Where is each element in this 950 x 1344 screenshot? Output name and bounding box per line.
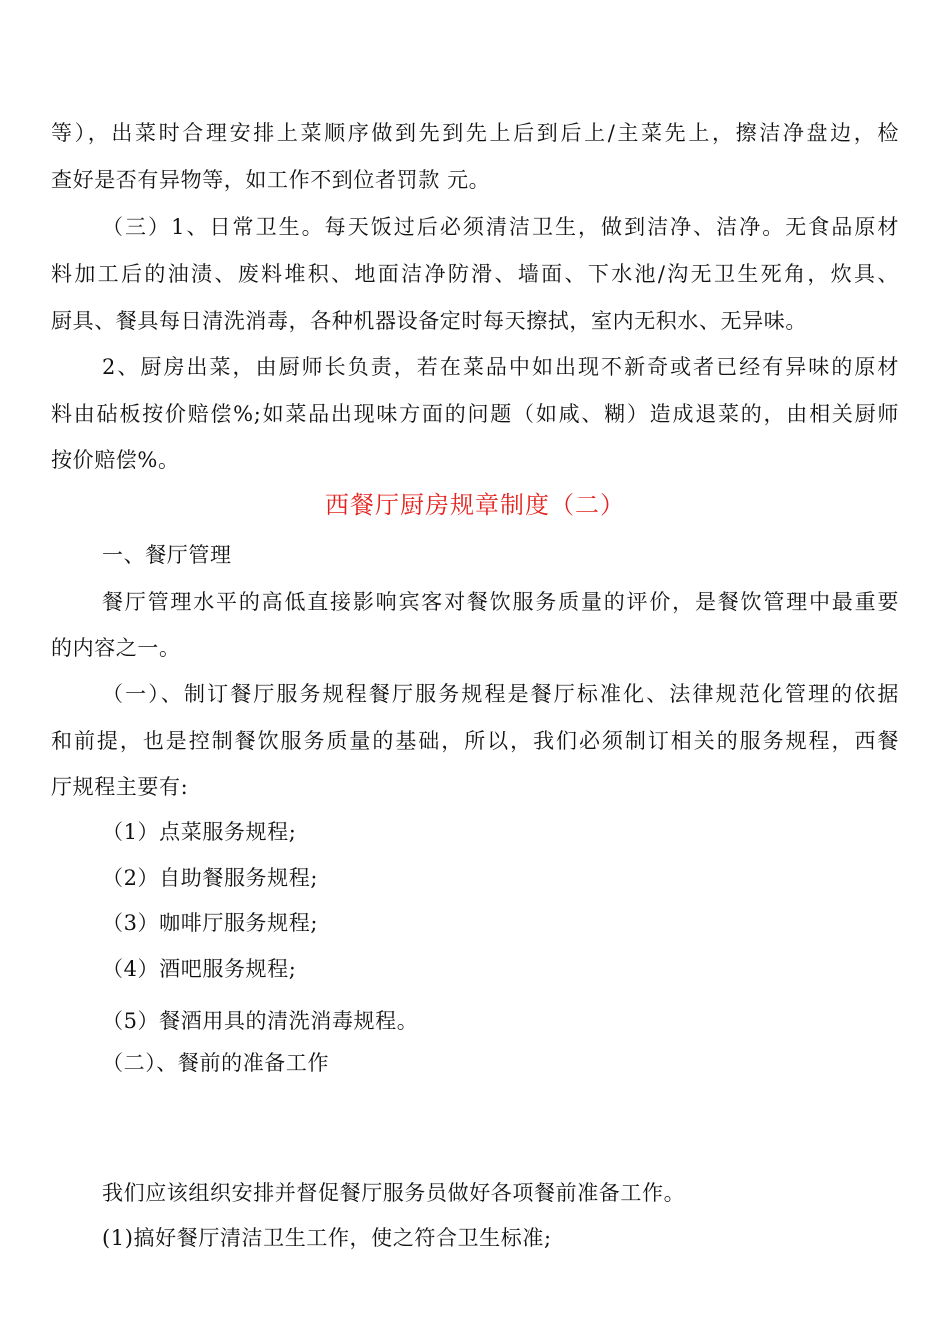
paragraph-line: 料由砧板按价赔偿%;如菜品出现味方面的问题（如咸、糊）造成退菜的，由相关厨师 [51, 402, 899, 426]
list-item: (1)搞好餐厅清洁卫生工作，使之符合卫生标准; [102, 1226, 552, 1250]
paragraph-line: 厨具、餐具每日清洗消毒，各种机器设备定时每天擦拭，室内无积水、无异味。 [51, 309, 807, 333]
paragraph-line: 我们应该组织安排并督促餐厅服务员做好各项餐前准备工作。 [102, 1181, 686, 1205]
paragraph-line: 等），出菜时合理安排上菜顺序做到先到先上后到后上/主菜先上，擦洁净盘边，检 [51, 121, 899, 145]
paragraph-line: （一）、制订餐厅服务规程餐厅服务规程是餐厅标准化、法律规范化管理的依据 [102, 682, 899, 706]
paragraph-line: 料加工后的油渍、废料堆积、地面洁净防滑、墙面、下水池/沟无卫生死角，炊具、 [51, 262, 899, 286]
paragraph-line: 餐厅管理水平的高低直接影响宾客对餐饮服务质量的评价，是餐饮管理中最重要 [102, 590, 899, 614]
list-item: （4）酒吧服务规程; [102, 957, 297, 981]
list-item: （3）咖啡厅服务规程; [102, 911, 319, 935]
paragraph-line: 的内容之一。 [51, 636, 181, 660]
paragraph-line: 和前提，也是控制餐饮服务质量的基础，所以，我们必须制订相关的服务规程，西餐 [51, 729, 899, 753]
paragraph-line: （三）1、日常卫生。每天饭过后必须清洁卫生，做到洁净、洁净。无食品原材 [102, 215, 899, 239]
paragraph-line: 按价赔偿%。 [51, 448, 180, 472]
list-item: （1）点菜服务规程; [102, 820, 297, 844]
paragraph-line: 查好是否有异物等，如工作不到位者罚款 元。 [51, 168, 491, 192]
section-title: 西餐厅厨房规章制度（二） [325, 491, 625, 519]
list-item: （5）餐酒用具的清洗消毒规程。 [102, 1009, 419, 1033]
section-heading: （二）、餐前的准备工作 [102, 1051, 330, 1075]
paragraph-line: 2、厨房出菜，由厨师长负责，若在菜品中如出现不新奇或者已经有异味的原材 [102, 355, 899, 379]
paragraph-line: 厅规程主要有: [51, 775, 189, 799]
list-item: （2）自助餐服务规程; [102, 866, 319, 890]
section-heading: 一、餐厅管理 [102, 543, 232, 567]
